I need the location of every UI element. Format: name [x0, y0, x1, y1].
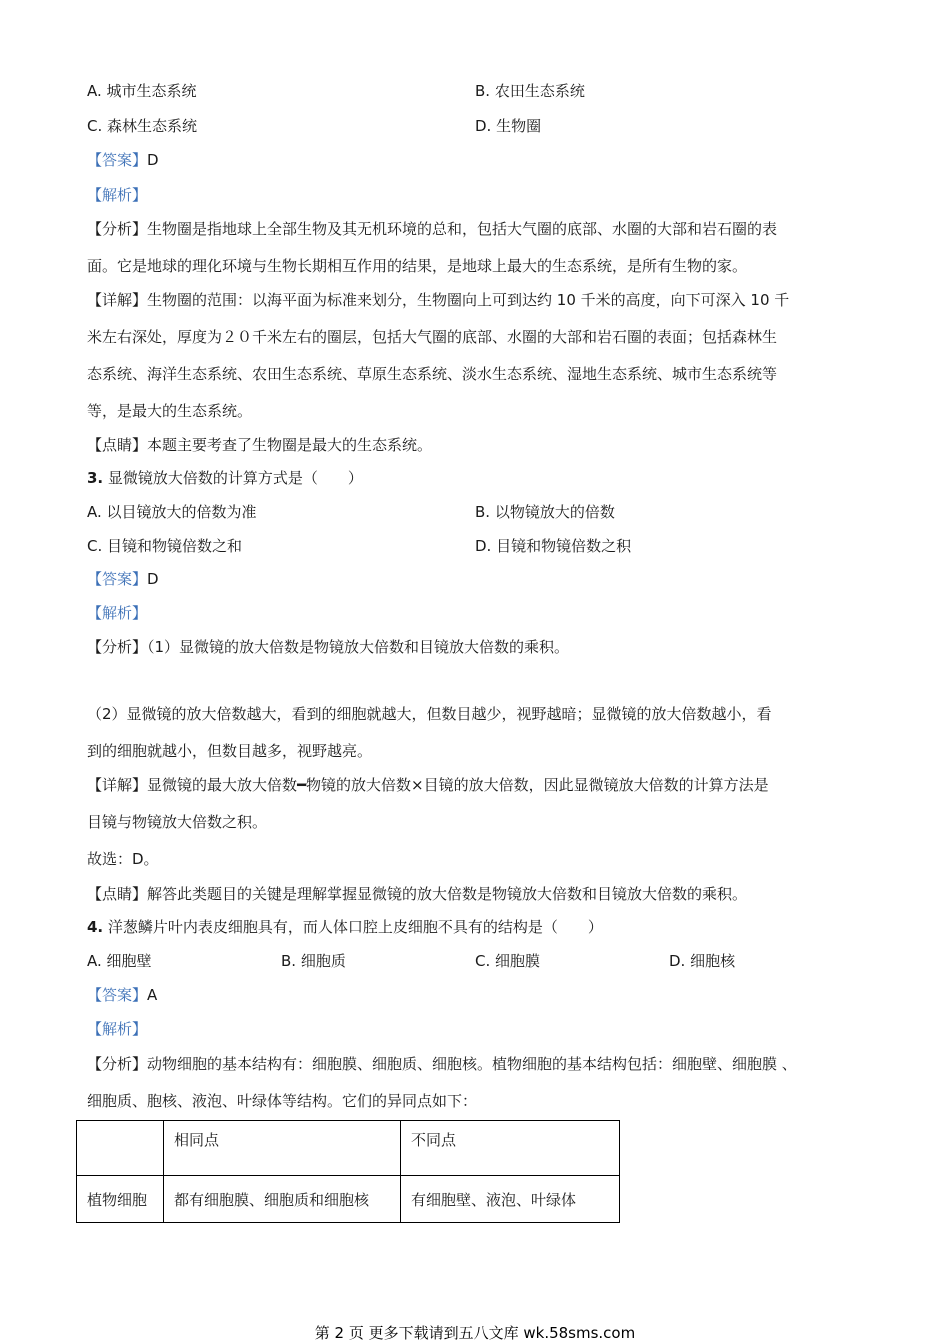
q2-answer: 【答案】D: [87, 151, 159, 169]
q3-fenxi-2-cont: 到的细胞就越小，但数目越多，视野越亮。: [87, 742, 373, 760]
q4-analysis-heading: 【解析】: [87, 1020, 148, 1038]
q4-fenxi-cont: 细胞质、胞核、液泡、叶绿体等结构。它们的异同点如下：: [87, 1092, 478, 1110]
q3-dianjing: 【点睛】解答此类题目的关键是理解掌握显微镜的放大倍数是物镜放大倍数和目镜放大倍数的乘积。: [87, 885, 748, 903]
q3-guxuan: 故选：D。: [87, 850, 159, 868]
q3-xiangjie: 【详解】显微镜的最大放大倍数━物镜的放大倍数×目镜的放大倍数，因此显微镜放大倍数的计算方法是: [87, 776, 769, 794]
q3-option-d: D. 目镜和物镜倍数之积: [475, 537, 632, 555]
table-header-cell: [77, 1121, 164, 1176]
q3-xiangjie-cont: 目镜与物镜放大倍数之积。: [87, 813, 268, 831]
table-cell: 都有细胞膜、细胞质和细胞核: [164, 1176, 401, 1223]
q3-option-b: B. 以物镜放大的倍数: [475, 503, 615, 521]
table-cell: 植物细胞: [77, 1176, 164, 1223]
table-row: [77, 1176, 620, 1223]
q4-stem: 4. 洋葱鳞片叶内表皮细胞具有，而人体口腔上皮细胞不具有的结构是（ ）: [87, 918, 603, 936]
q2-option-c: C. 森林生态系统: [87, 117, 198, 135]
q4-answer: 【答案】A: [87, 986, 158, 1004]
table-header-cell: 不同点: [401, 1121, 620, 1176]
q2-analysis-heading: 【解析】: [87, 186, 148, 204]
q2-option-a: A. 城市生态系统: [87, 82, 197, 100]
page-footer: 第 2 页 更多下载请到五八文库 wk.58sms.com: [314, 1324, 636, 1342]
q2-xiangjie-cont-3: 等，是最大的生态系统。: [87, 402, 253, 420]
q2-option-d: D. 生物圈: [475, 117, 542, 135]
q4-option-c: C. 细胞膜: [475, 952, 541, 970]
q3-fenxi: 【分析】（1）显微镜的放大倍数是物镜放大倍数和目镜放大倍数的乘积。: [87, 638, 570, 656]
q2-dianjing: 【点睛】本题主要考查了生物圈是最大的生态系统。: [87, 436, 433, 454]
q2-fenxi-cont: 面。它是地球的理化环境与生物长期相互作用的结果，是地球上最大的生态系统，是所有生物的家。: [87, 257, 748, 275]
q2-xiangjie-cont-2: 态系统、海洋生态系统、农田生态系统、草原生态系统、淡水生态系统、湿地生态系统、城市生态系统等: [87, 365, 778, 383]
q2-xiangjie-cont-1: 米左右深处，厚度为２０千米左右的圈层，包括大气圈的底部、水圈的大部和岩石圈的表面；包括森林生: [87, 328, 778, 346]
q3-fenxi-2: （2）显微镜的放大倍数越大，看到的细胞就越大，但数目越少，视野越暗；显微镜的放大倍数越小，看: [87, 705, 772, 723]
q3-answer: 【答案】D: [87, 570, 159, 588]
q3-option-c: C. 目镜和物镜倍数之和: [87, 537, 243, 555]
q3-stem: 3. 显微镜放大倍数的计算方式是（ ）: [87, 469, 363, 487]
q4-option-d: D. 细胞核: [669, 952, 736, 970]
table-header-row: [77, 1121, 620, 1176]
table-header-cell: 相同点: [164, 1121, 401, 1176]
q4-fenxi: 【分析】动物细胞的基本结构有：细胞膜、细胞质、细胞核。植物细胞的基本结构包括：细胞壁、细胞膜 、: [87, 1055, 797, 1073]
q3-option-a: A. 以目镜放大的倍数为准: [87, 503, 257, 521]
q4-option-b: B. 细胞质: [281, 952, 346, 970]
q2-fenxi: 【分析】生物圈是指地球上全部生物及其无机环境的总和，包括大气圈的底部、水圈的大部和岩石圈的表: [87, 220, 778, 238]
q3-analysis-heading: 【解析】: [87, 604, 148, 622]
q4-option-a: A. 细胞壁: [87, 952, 152, 970]
q2-xiangjie: 【详解】生物圈的范围：以海平面为标准来划分，生物圈向上可到达约 10 千米的高度，向下可深入 10 千: [87, 291, 790, 309]
comparison-table: [76, 1120, 620, 1223]
table-cell: 有细胞壁、液泡、叶绿体: [401, 1176, 620, 1223]
q2-option-b: B. 农田生态系统: [475, 82, 585, 100]
